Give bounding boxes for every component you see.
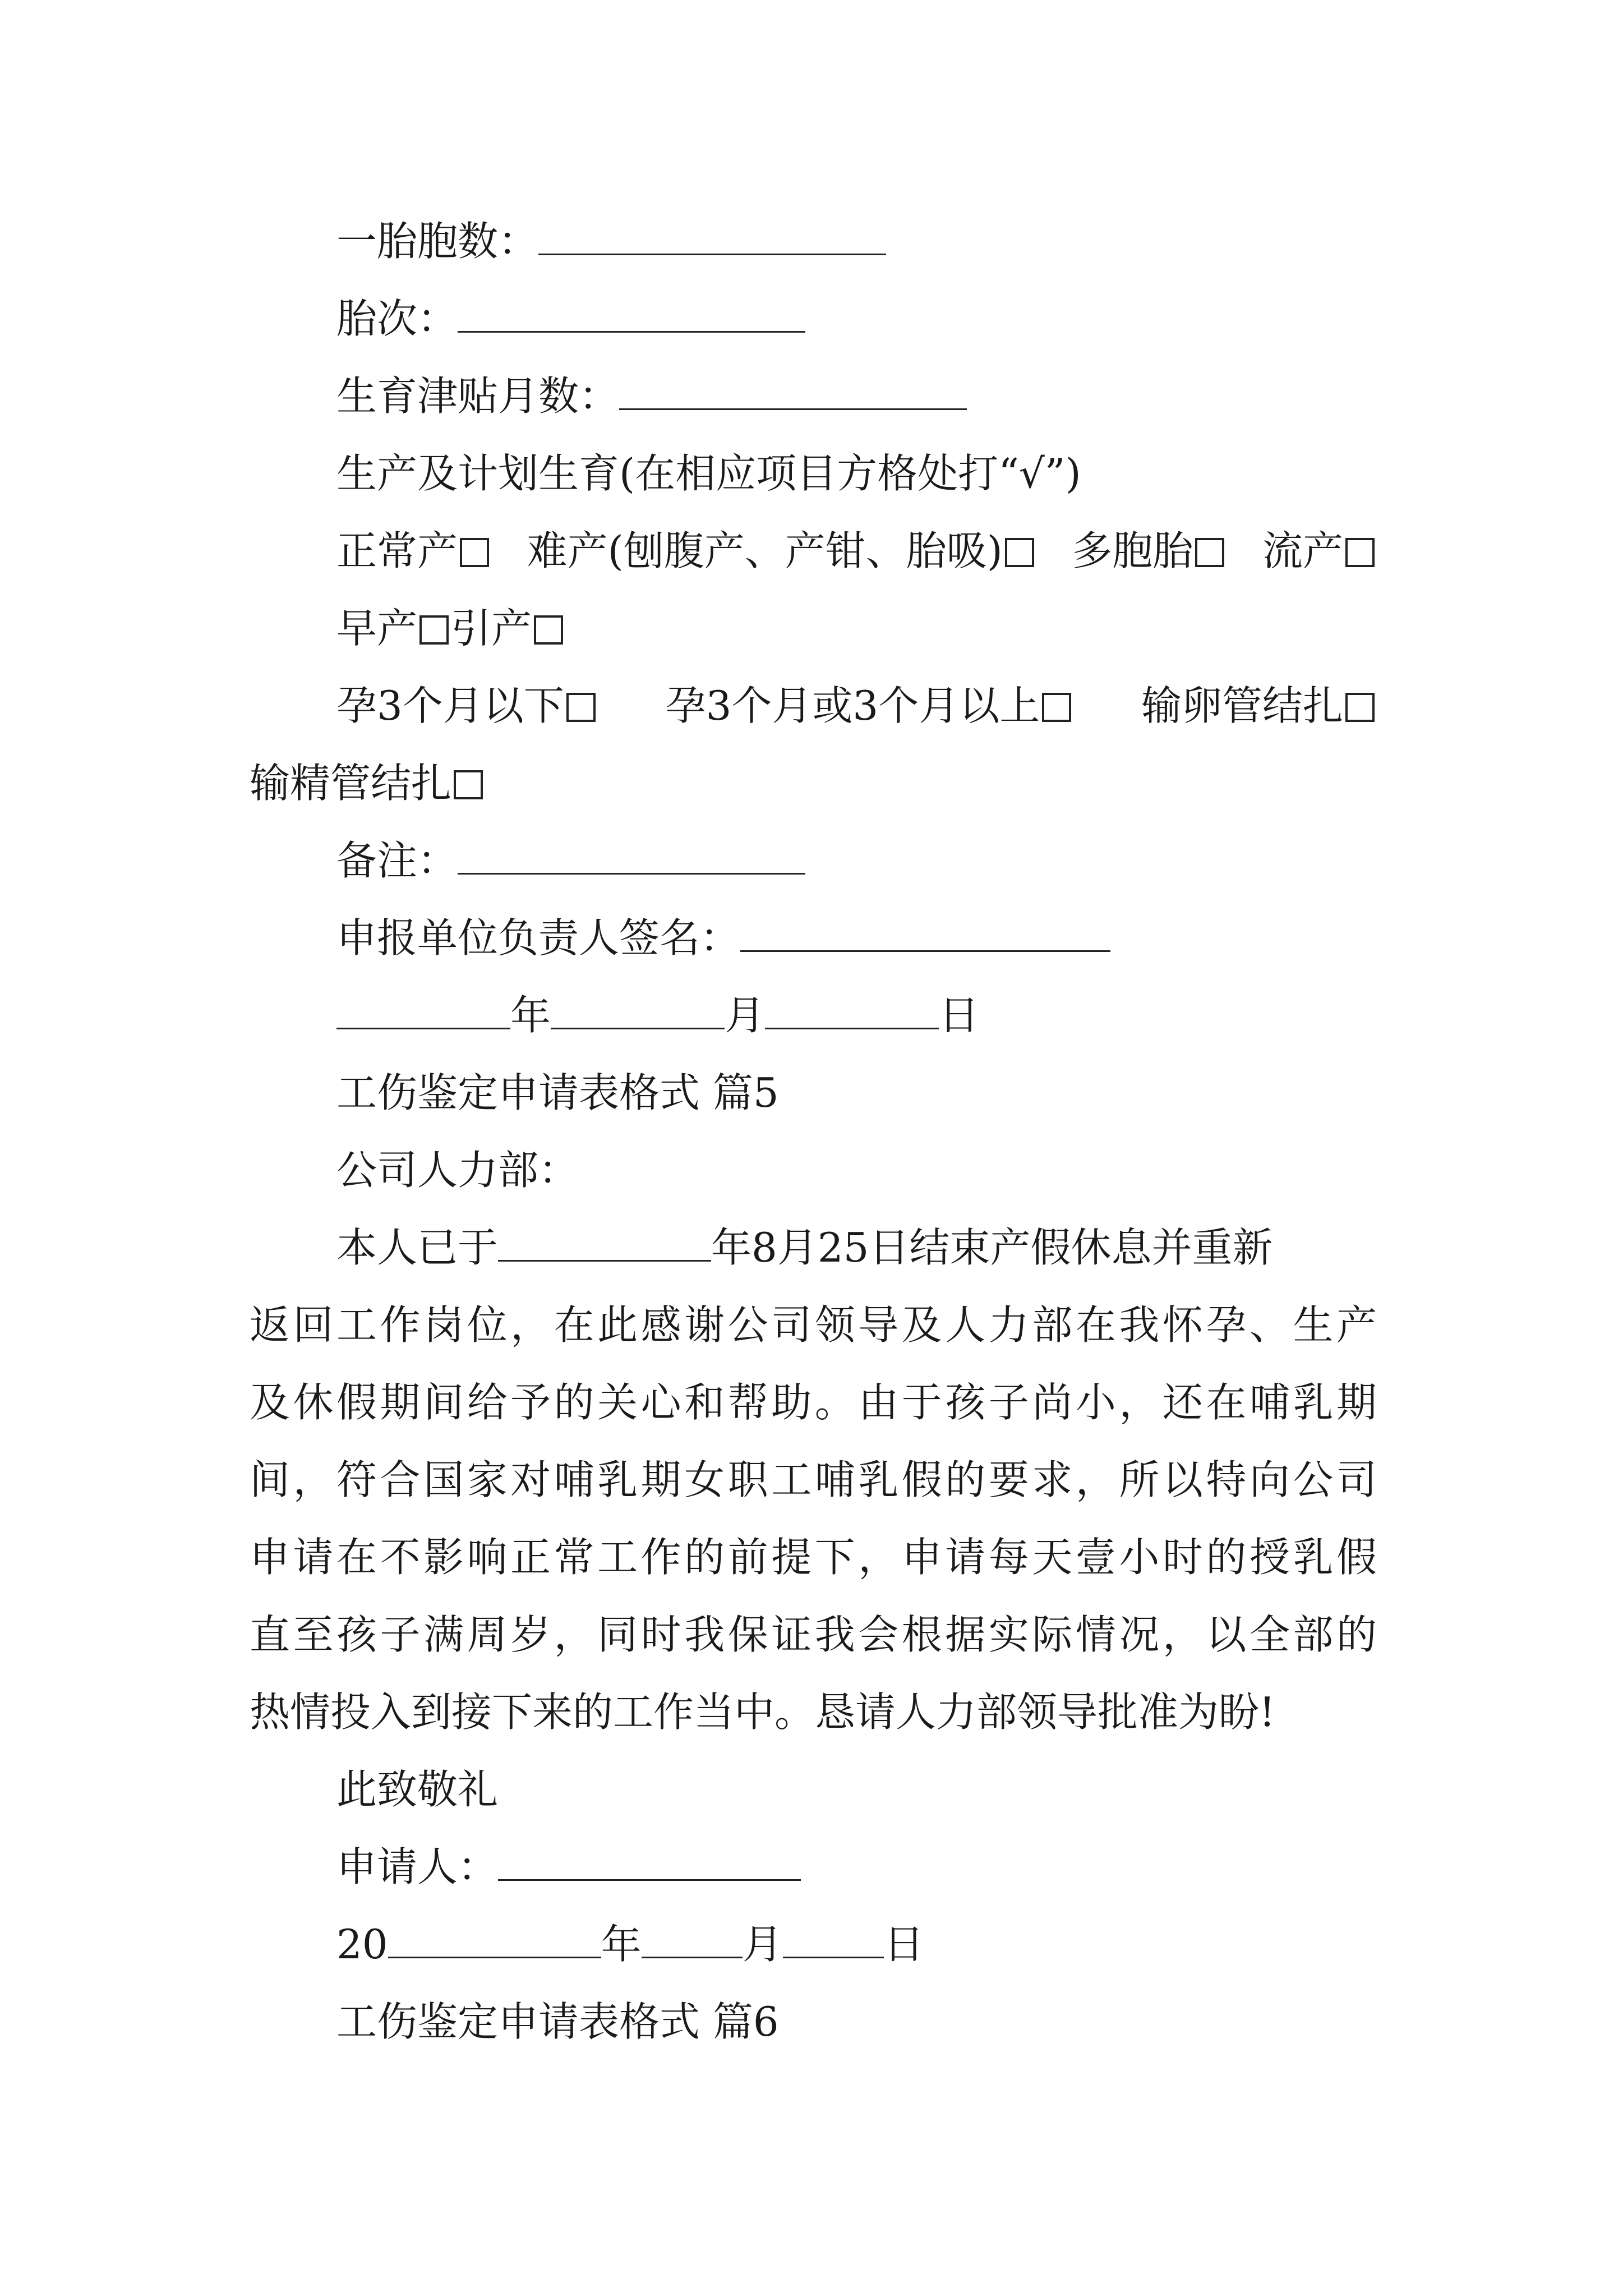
body-line-2: 返回工作岗位，在此感谢公司领导及人力部在我怀孕、生产 — [250, 1301, 1377, 1349]
option-normal-birth — [336, 523, 491, 579]
checkbox[interactable] — [419, 615, 449, 645]
option-difficult-birth — [527, 523, 1036, 579]
option-miscarriage — [1262, 523, 1377, 579]
year-label: 年 — [510, 992, 551, 1039]
date-row-1 — [336, 987, 979, 1043]
body-line-5: 申请在不影响正常工作的前提下，申请每天壹小时的授乳假 — [250, 1534, 1377, 1581]
option-multiple-birth — [1072, 523, 1227, 579]
parity-label: 胎次： — [336, 295, 458, 342]
checkbox[interactable] — [1005, 538, 1034, 567]
fetus-count-blank[interactable] — [538, 214, 886, 255]
unit-signature-label: 申报单位负责人签名： — [336, 914, 741, 961]
addressee: 公司人力部： — [336, 1147, 579, 1194]
fetus-count-label: 一胎胞数： — [336, 218, 539, 265]
remarks-label: 备注： — [336, 837, 458, 884]
parity-blank[interactable] — [458, 292, 805, 333]
section-6-title: 工伤鉴定申请表格式 篇6 — [336, 1998, 779, 2045]
option-under-3-months — [336, 678, 598, 734]
checkbox[interactable] — [1345, 693, 1375, 722]
checkbox[interactable] — [1195, 538, 1224, 567]
day-blank[interactable] — [765, 988, 939, 1029]
body-line-1-content — [336, 1220, 1272, 1276]
option-label: 难产(刨腹产、产钳、胎吸) — [527, 527, 1003, 574]
allowance-months-row — [336, 368, 967, 424]
checkbox[interactable] — [534, 615, 563, 645]
option-vasectomy-label: 输精管结扎 — [250, 760, 452, 807]
month-label: 月 — [725, 992, 766, 1039]
month-label: 月 — [742, 1921, 783, 1968]
option-premature-label: 早产 — [336, 605, 418, 652]
fetus-count-row — [336, 213, 886, 269]
option-tubal-ligation — [1141, 678, 1377, 734]
checkbox[interactable] — [454, 770, 483, 799]
applicant-blank[interactable] — [498, 1840, 801, 1881]
option-label: 多胞胎 — [1072, 527, 1193, 574]
body-line-3: 及休假期间给予的关心和帮助。由于孩子尚小，还在哺乳期 — [250, 1379, 1377, 1426]
applicant-row — [336, 1839, 801, 1895]
option-induced-label: 引产 — [451, 605, 532, 652]
month-blank[interactable] — [642, 1917, 743, 1958]
option-label: 孕3个月以下 — [336, 682, 564, 729]
year-blank[interactable] — [388, 1917, 601, 1958]
body-line-4: 间，符合国家对哺乳期女职工哺乳假的要求，所以特向公司 — [250, 1456, 1377, 1503]
month-blank[interactable] — [551, 988, 725, 1029]
body-line-7: 热情投入到接下来的工作当中。恳请人力部领导批准为盼! — [250, 1688, 1275, 1736]
year-label: 年 — [601, 1921, 642, 1968]
allowance-months-label: 生育津贴月数： — [336, 372, 620, 420]
day-blank[interactable] — [783, 1917, 884, 1958]
year-prefix: 20 — [336, 1921, 388, 1968]
option-label: 正常产 — [336, 527, 458, 574]
checkbox[interactable] — [1345, 538, 1375, 567]
body-line-6: 直至孩子满周岁，同时我保证我会根据实际情况，以全部的 — [250, 1611, 1377, 1658]
option-label: 输卵管结扎 — [1141, 682, 1344, 729]
day-label: 日 — [883, 1921, 924, 1968]
remarks-row — [336, 832, 805, 889]
remarks-blank[interactable] — [458, 834, 805, 875]
allowance-months-blank[interactable] — [619, 369, 967, 410]
option-3-months-or-more — [666, 678, 1074, 734]
body-after-blank: 年8月25日结束产假休息并重新 — [711, 1224, 1273, 1271]
options-row-2 — [336, 600, 565, 656]
birth-planning-heading: 生产及计划生育(在相应项目方格处打“√”) — [336, 450, 1081, 497]
checkbox[interactable] — [460, 538, 489, 567]
checkbox[interactable] — [1042, 693, 1071, 722]
return-year-blank[interactable] — [498, 1221, 711, 1262]
parity-row — [336, 291, 805, 347]
checkbox[interactable] — [566, 693, 596, 722]
unit-signature-row — [336, 910, 1110, 966]
applicant-label: 申请人： — [336, 1843, 499, 1890]
options-row-1 — [336, 523, 1377, 579]
body-line-1 — [336, 1220, 1377, 1276]
day-label: 日 — [939, 992, 980, 1039]
section-5-title: 工伤鉴定申请表格式 篇5 — [336, 1069, 779, 1116]
option-label: 孕3个月或3个月以上 — [665, 682, 1040, 729]
options-row-3 — [336, 678, 1377, 734]
year-blank[interactable] — [336, 988, 510, 1029]
body-start: 本人已于 — [336, 1224, 499, 1271]
closing: 此致敬礼 — [336, 1766, 499, 1813]
options-row-4 — [250, 755, 485, 811]
unit-signature-blank[interactable] — [740, 911, 1110, 952]
option-label: 流产 — [1262, 527, 1344, 574]
date-row-2 — [336, 1916, 924, 1972]
